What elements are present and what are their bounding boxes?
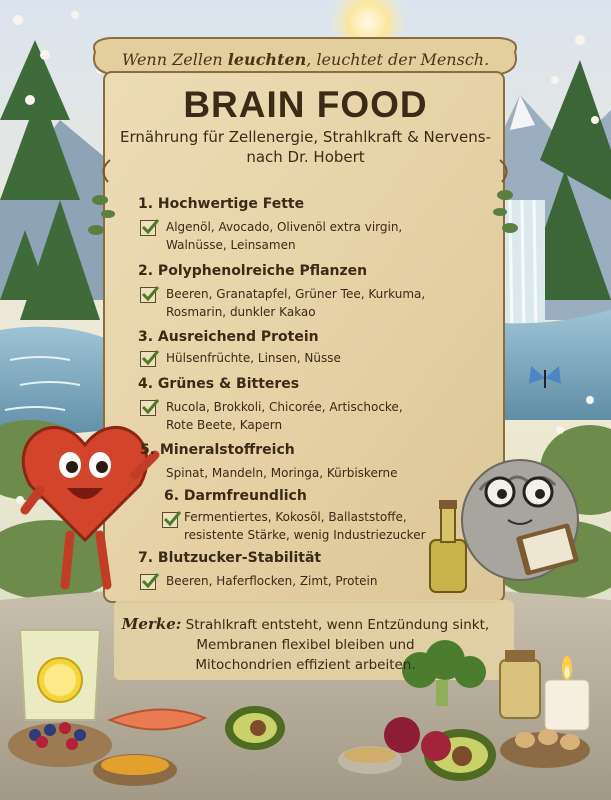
checkbox-icon [140,400,156,416]
section-items-line2: Rosmarin, dunkler Kakao [166,305,316,319]
subtitle-line1: Ernährung für Zellenergie, Strahlkraft & Nervens- [119,128,491,146]
checkbox-icon [140,574,156,590]
subtitle-line2: nach Dr. Hobert [246,148,365,166]
section-title: 7. Blutzucker-Stabilität [138,550,322,566]
note-box [0,614,611,675]
section-items-line1: Fermentiertes, Kokosöl, Ballaststoffe, [184,510,407,524]
section-items-line2: Walnüsse, Leinsamen [166,238,296,252]
note-line2: Membranen flexibel bleiben und [196,637,415,653]
banner-prefix: Wenn Zellen [121,50,228,69]
banner-bold: leuchten [227,50,307,69]
page-title: BRAIN FOOD [183,84,428,125]
page-subtitle [0,127,611,167]
section-title: 3. Ausreichend Protein [138,329,319,345]
checkbox-icon [162,512,178,528]
checkbox-icon [140,287,156,303]
section-items-line1: Hülsenfrüchte, Linsen, Nüsse [166,351,341,365]
section-items-line2: Rote Beete, Kapern [166,418,283,432]
brain-mascot [462,460,579,580]
section-title: 4. Grünes & Bitteres [138,376,300,392]
section-title: 1. Hochwertige Fette [138,196,305,212]
banner-motto [0,50,611,69]
checkbox-icon [140,220,156,236]
section-title: 6. Darmfreundlich [164,488,307,504]
section-items-line1: Spinat, Mandeln, Moringa, Kürbiskerne [166,466,398,480]
note-line3: Mitochondrien effizient arbeiten. [195,657,416,673]
section-items-line1: Beeren, Haferflocken, Zimt, Protein [166,574,378,588]
banner-suffix: , leuchtet der Mensch. [306,50,490,69]
note-line1 [0,614,611,635]
checkbox-icon [140,351,156,367]
section-title: 5. Mineralstoffreich [140,442,295,458]
note-label: Merke: [121,615,182,633]
section-items-line2: resistente Stärke, wenig Industriezucker [184,528,426,542]
section-title: 2. Polyphenolreiche Pflanzen [138,263,368,279]
note-text-1: Strahlkraft entsteht, wenn Entzündung sinkt, [185,617,490,633]
section-items-line1: Beeren, Granatapfel, Grüner Tee, Kurkuma, [166,287,426,301]
section-items-line1: Rucola, Brokkoli, Chicorée, Artischocke, [166,400,403,414]
section-items-line1: Algenöl, Avocado, Olivenöl extra virgin, [166,220,403,234]
